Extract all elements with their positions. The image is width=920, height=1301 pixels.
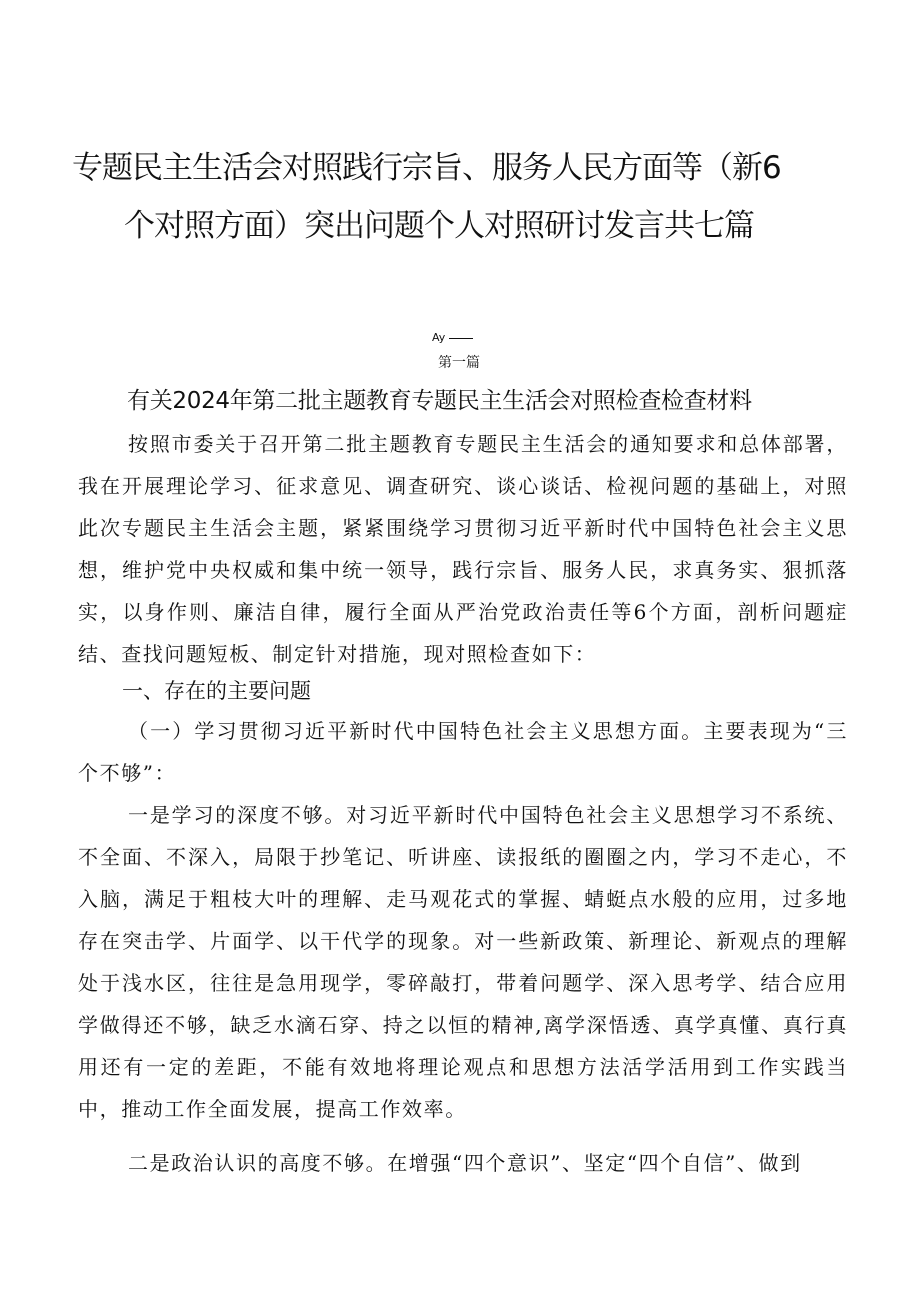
section-mark-text: Ay [432,331,446,344]
section-mark-rule [449,338,473,339]
body-paragraph-1: 一是学习的深度不够。对习近平新时代中国特色社会主义思想学习不系统、不全面、不深入，局限于抄笔记、听讲座、读报纸的圈圈之内，学习不走心，不入脑，满足于粗枝大叶的理解、走马观花式的掌握、蜻蜓点水般的应用，过多地存在突击学、片面学、以干代学的现象。对一些新政策、新理论、新观点的理解处于浅水区，往往是急用现学，零碎敲打，带着问题学、深入思考学、结合应用学做得还不够，缺乏水滴石穿、持之以恒的精神,离学深悟透、真学真懂、真行真用还有一定的差距，不能有效地将理论观点和思想方法活学活用到工作实践当中，推动工作全面发展，提高工作效率。 [78,803,848,1121]
document-title-line-1: 专题民主生活会对照践行宗旨、服务人民方面等（新6 [72,150,781,186]
sub-heading-paragraph: （一）学习贯彻习近平新时代中国特色社会主义思想方面。主要表现为“三个不够”： [78,719,848,785]
section-label: 第一篇 [438,355,480,371]
section-heading: 一、存在的主要问题 [122,679,311,703]
section-mark [432,331,488,345]
body-paragraph-2: 二是政治认识的高度不够。在增强“四个意识”、坚定“四个自信”、做到 [128,1151,802,1175]
article-subtitle: 有关2024年第二批主题教育专题民主生活会对照检查检查材料 [127,388,752,414]
document-title-line-2: 个对照方面）突出问题个人对照研讨发言共七篇 [124,208,754,244]
intro-paragraph: 按照市委关于召开第二批主题教育专题民主生活会的通知要求和总体部署，我在开展理论学习、征求意见、调查研究、谈心谈话、检视问题的基础上，对照此次专题民主生活会主题，紧紧围绕学习贯彻习近平新时代中国特色社会主义思想，维护党中央权威和集中统一领导，践行宗旨、服务人民，求真务实、狠抓落实，以身作则、廉洁自律，履行全面从严治党政治责任等6个方面，剖析问题症结、查找问题短板、制定针对措施，现对照检查如下： [78,432,848,666]
